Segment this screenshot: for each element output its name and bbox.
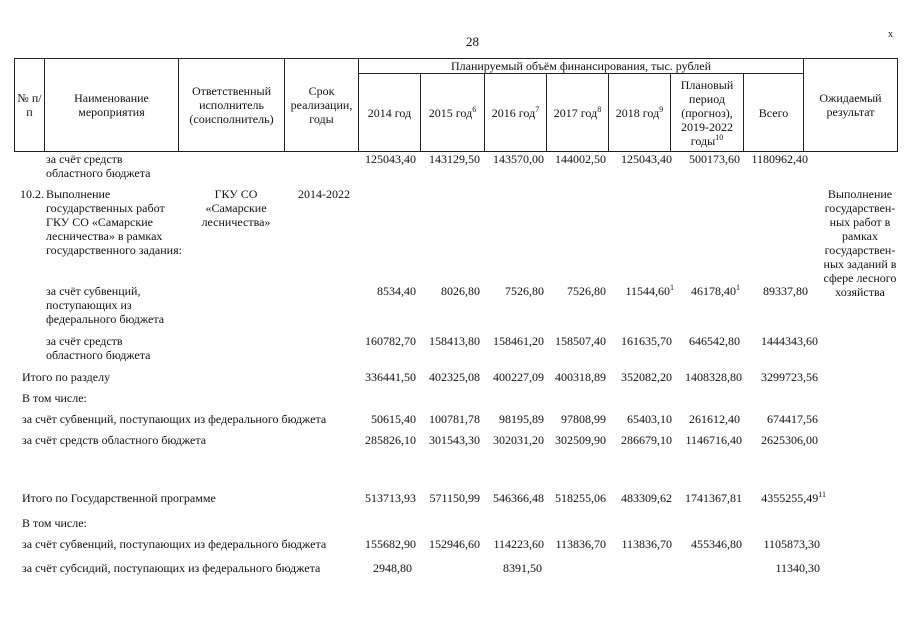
- value-cell: 302509,90: [555, 433, 606, 447]
- value-cell: 65403,10: [627, 412, 672, 426]
- row-label: В том числе:: [22, 516, 87, 530]
- value-cell: 11544,60$^1$: [625, 283, 674, 298]
- value-cell: 125043,40: [365, 152, 416, 166]
- value-cell: 113836,70: [621, 537, 672, 551]
- value-cell: 1408328,80: [685, 370, 742, 384]
- value-cell: 1444343,60: [761, 334, 818, 348]
- value-cell: 144002,50: [555, 152, 606, 166]
- header-2018: 2018 год$^9$: [609, 74, 671, 152]
- value-cell: 1180962,40: [751, 152, 808, 166]
- row-label: Выполнение государственных работ ГКУ СО «Самарские лесничества» в рамках государственного задания:: [46, 187, 182, 257]
- value-cell: 155682,90: [365, 537, 416, 551]
- header-2014: 2014 год: [359, 74, 421, 152]
- value-cell: 8534,40: [377, 284, 416, 298]
- value-cell: 113836,70: [555, 537, 606, 551]
- value-cell: 646542,80: [689, 334, 740, 348]
- value-cell: 8391,50: [503, 561, 542, 575]
- header-total: Всего: [744, 74, 804, 152]
- value-cell: 158507,40: [555, 334, 606, 348]
- value-cell: 125043,40: [621, 152, 672, 166]
- value-cell: 352082,20: [621, 370, 672, 384]
- value-cell: 152946,60: [429, 537, 480, 551]
- value-cell: 161635,70: [621, 334, 672, 348]
- value-cell: 301543,30: [429, 433, 480, 447]
- header-financing: Планируемый объём финансирования, тыс. рублей: [359, 59, 804, 74]
- value-cell: 158461,20: [493, 334, 544, 348]
- row-label: за счёт субвенций, поступающих из федерального бюджета: [22, 537, 327, 551]
- value-cell: 546366,48: [493, 491, 544, 505]
- value-cell: 2948,80: [373, 561, 412, 575]
- value-cell: 158413,80: [429, 334, 480, 348]
- footnote-mark: 1: [670, 283, 674, 292]
- footnote-mark: 11: [818, 490, 826, 499]
- value-cell: 302031,20: [493, 433, 544, 447]
- value-cell: 97808,99: [561, 412, 606, 426]
- header-term: Срок реализации, годы: [285, 59, 359, 152]
- row-label: за счёт субсидий, поступающих из федерального бюджета: [22, 561, 321, 575]
- row-label: Итого по разделу: [22, 370, 111, 384]
- value-cell: 114223,60: [493, 537, 544, 551]
- row-label: Итого по Государственной программе: [22, 491, 216, 505]
- value-cell: 160782,70: [365, 334, 416, 348]
- table-header: [14, 58, 898, 152]
- header-planned: Плановый период (прогноз), 2019-2022 годы$^{10}$: [671, 74, 744, 152]
- responsible-cell: ГКУ СО «Самарские лесничества»: [201, 187, 271, 229]
- header-num: № п/п: [15, 59, 45, 152]
- value-cell: 285826,10: [365, 433, 416, 447]
- value-cell: 143129,50: [429, 152, 480, 166]
- value-cell: 4355255,49$^{11}$: [761, 490, 826, 505]
- value-cell: 7526,80: [567, 284, 606, 298]
- corner-mark: x: [888, 29, 893, 40]
- page-number: 28: [466, 34, 479, 49]
- value-cell: 100781,78: [429, 412, 480, 426]
- value-cell: 46178,40$^1$: [691, 283, 740, 298]
- header-2015: 2015 год$^6$: [421, 74, 485, 152]
- value-cell: 674417,56: [767, 412, 818, 426]
- value-cell: 89337,80: [763, 284, 808, 298]
- row-label: за счёт субвенций, поступающих из федерального бюджета: [22, 412, 327, 426]
- value-cell: 2625306,00: [761, 433, 818, 447]
- value-cell: 513713,93: [365, 491, 416, 505]
- value-cell: 400318,89: [555, 370, 606, 384]
- value-cell: 1105873,30: [763, 537, 820, 551]
- value-cell: 8026,80: [441, 284, 480, 298]
- value-cell: 518255,06: [555, 491, 606, 505]
- row-label: за счёт субвенций, поступающих из федерального бюджета: [46, 284, 165, 326]
- row-label: В том числе:: [22, 391, 87, 405]
- result-cell: Выполнение государствен-ных работ в рамках государствен-ных заданий в сфере лесного хозяйства: [823, 187, 897, 299]
- value-cell: 50615,40: [371, 412, 416, 426]
- value-cell: 3299723,56: [761, 370, 818, 384]
- value-cell: 400227,09: [493, 370, 544, 384]
- value-cell: 571150,99: [429, 491, 480, 505]
- value-cell: 1741367,81: [685, 491, 742, 505]
- value-cell: 402325,08: [429, 370, 480, 384]
- value-cell: 98195,89: [499, 412, 544, 426]
- value-cell: 455346,80: [691, 537, 742, 551]
- value-cell: 7526,80: [505, 284, 544, 298]
- row-label: за счёт средств областного бюджета: [46, 334, 151, 362]
- value-cell: 11340,30: [775, 561, 820, 575]
- value-cell: 483309,62: [621, 491, 672, 505]
- value-cell: 1146716,40: [685, 433, 742, 447]
- term-cell: 2014-2022: [298, 187, 350, 201]
- header-2016: 2016 год$^7$: [485, 74, 547, 152]
- header-responsible: Ответственный исполнитель (соисполнитель): [179, 59, 285, 152]
- header-name: Наименование мероприятия: [45, 59, 179, 152]
- header-result: Ожидаемый результат: [804, 59, 898, 152]
- row-number: 10.2.: [20, 187, 44, 201]
- header-2017: 2017 год$^8$: [547, 74, 609, 152]
- footnote-mark: 1: [736, 283, 740, 292]
- row-label: за счёт средств областного бюджета: [22, 433, 207, 447]
- value-cell: 286679,10: [621, 433, 672, 447]
- value-cell: 261612,40: [689, 412, 740, 426]
- row-label: за счёт средств областного бюджета: [46, 152, 151, 180]
- value-cell: 336441,50: [365, 370, 416, 384]
- value-cell: 500173,60: [689, 152, 740, 166]
- value-cell: 143570,00: [493, 152, 544, 166]
